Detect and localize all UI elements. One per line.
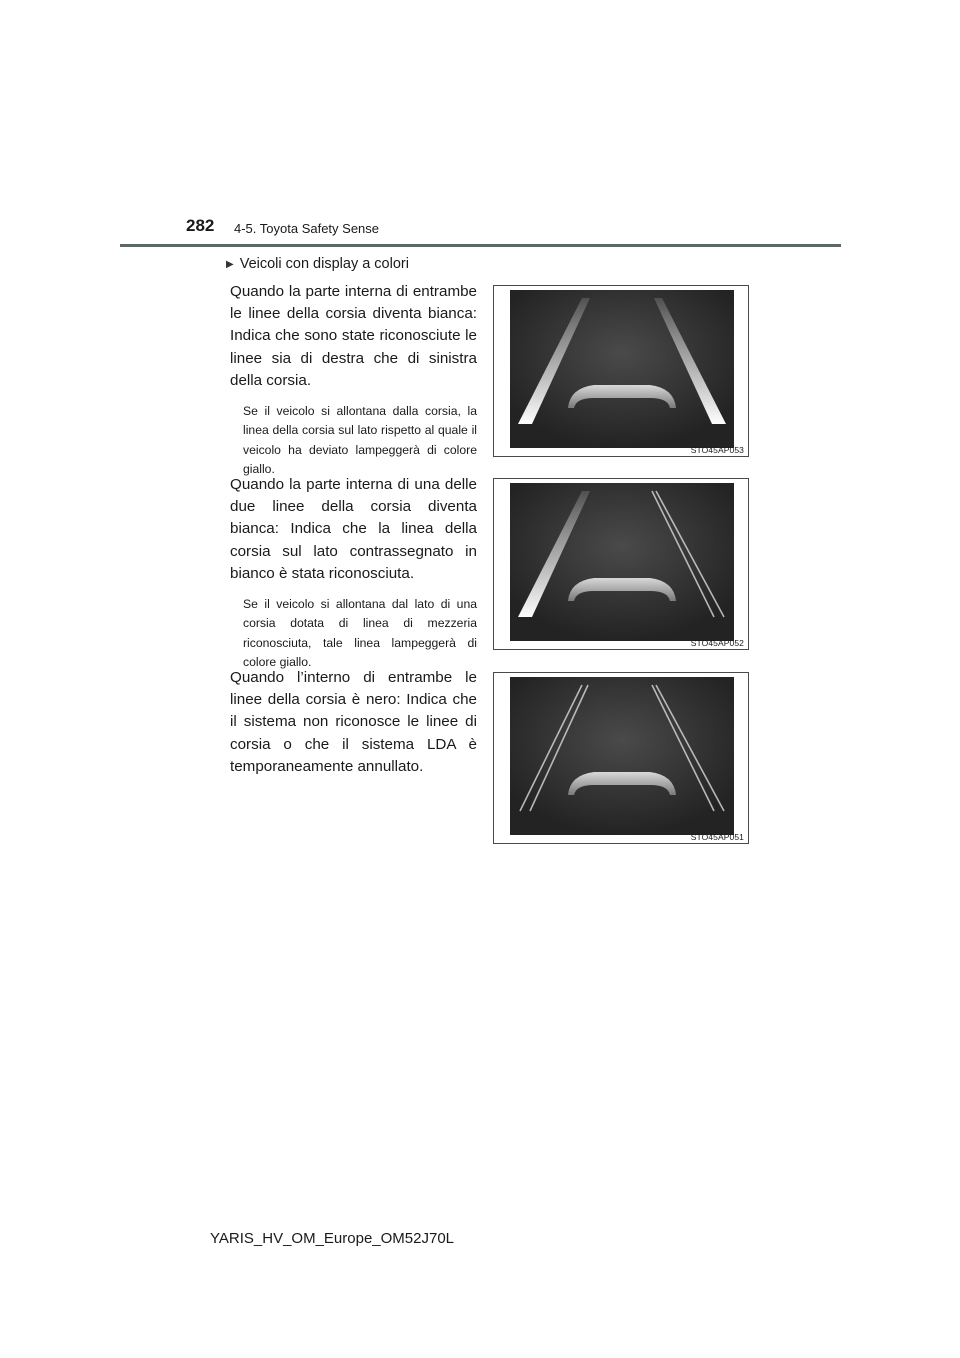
display-screen: [510, 483, 734, 641]
bullet-heading: [226, 256, 409, 272]
display-screen: [510, 290, 734, 448]
section-note-text: Se il veicolo si allontana dal lato di una corsia dotata di linea di mezzeria riconosciuta, tale linea lampeggerà di colore giallo.: [243, 597, 477, 669]
figure-both-lines-white: [493, 285, 749, 457]
section-one-line-white: [230, 474, 477, 672]
section-both-lines-black: [230, 667, 477, 778]
section-note-text: Se il veicolo si allontana dalla corsia, la linea della corsia sul lato rispetto al quale il veicolo ha deviato lampeggerà di colore giallo.: [243, 404, 477, 476]
screen-background: [510, 290, 734, 448]
section-both-lines-white: [230, 281, 477, 479]
screen-background: [510, 483, 734, 641]
section-main-text: Quando la parte interna di una delle due linee della corsia diventa bianca: Indica che la linea della corsia sul lato contrassegnato in bianco è stata riconosciuta.: [230, 476, 477, 582]
section-main-text: Quando la parte interna di entrambe le linee della corsia diventa bianca: Indica che sono state riconosciute le linee sia di destra che di sinistra della corsia.: [230, 283, 477, 389]
section-main-text: Quando l’interno di entrambe le linee della corsia è nero: Indica che il sistema non riconosce le linee di corsia o che il sistema LDA è temporaneamente annullato.: [230, 669, 477, 775]
bullet-heading-text: Veicoli con display a colori: [239, 256, 409, 272]
page-number: 282: [186, 216, 215, 235]
section-title: 4-5. Toyota Safety Sense: [234, 221, 380, 236]
header-rule: [120, 244, 841, 247]
figure-one-line-white: [493, 478, 749, 650]
triangle-bullet-icon: ▶: [226, 258, 234, 270]
figure-code: STO45AP052: [690, 638, 744, 648]
figure-code: STO45AP051: [690, 832, 744, 842]
footer-document-id: YARIS_HV_OM_Europe_OM52J70L: [210, 1230, 455, 1247]
display-screen: [510, 677, 734, 835]
figure-code: STO45AP053: [690, 445, 744, 455]
figure-both-lines-black: [493, 672, 749, 844]
screen-background: [510, 677, 734, 835]
